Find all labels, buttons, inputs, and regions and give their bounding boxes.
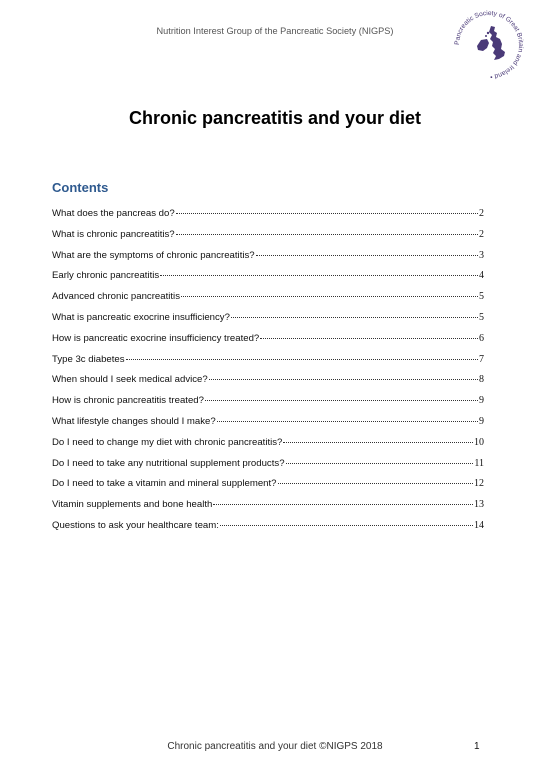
toc-entry[interactable] [52, 229, 484, 250]
toc-entry-page: 3 [479, 249, 484, 261]
table-of-contents [52, 208, 484, 541]
toc-dot-leader [209, 379, 478, 380]
toc-entry-page: 11 [474, 457, 484, 469]
toc-entry-page: 2 [479, 228, 484, 240]
toc-entry-page: 5 [479, 291, 484, 303]
toc-entry-page: 4 [479, 270, 484, 282]
toc-dot-leader [160, 275, 478, 276]
toc-dot-leader [278, 483, 473, 484]
toc-dot-leader [213, 504, 473, 505]
toc-entry[interactable] [52, 270, 484, 291]
contents-heading: Contents [52, 180, 109, 195]
toc-entry[interactable] [52, 333, 484, 354]
toc-entry-label: Vitamin supplements and bone health [52, 499, 213, 511]
toc-dot-leader [256, 255, 478, 256]
toc-dot-leader [181, 296, 478, 297]
toc-dot-leader [176, 213, 478, 214]
toc-dot-leader [283, 442, 473, 443]
toc-entry[interactable] [52, 395, 484, 416]
toc-entry[interactable] [52, 312, 484, 333]
toc-entry-page: 5 [479, 311, 484, 323]
toc-entry-page: 9 [479, 415, 484, 427]
toc-entry-page: 14 [474, 519, 484, 531]
footer-page-number: 1 [474, 741, 480, 752]
toc-entry[interactable] [52, 437, 484, 458]
toc-entry-label: When should I seek medical advice? [52, 374, 208, 386]
toc-entry[interactable] [52, 478, 484, 499]
toc-entry[interactable] [52, 291, 484, 312]
toc-entry-page: 12 [474, 478, 484, 490]
toc-entry-label: Do I need to change my diet with chronic pancreatitis? [52, 436, 283, 448]
toc-entry[interactable] [52, 416, 484, 437]
toc-entry-label: Advanced chronic pancreatitis [52, 291, 180, 303]
toc-entry[interactable] [52, 250, 484, 271]
toc-entry[interactable] [52, 354, 484, 375]
toc-dot-leader [126, 359, 478, 360]
toc-entry-label: Do I need to take a vitamin and mineral supplement? [52, 478, 277, 490]
toc-dot-leader [220, 525, 473, 526]
toc-entry-label: Questions to ask your healthcare team: [52, 519, 219, 531]
logo-ring-text: Pancreatic Society of Great Britain and Ireland • [453, 9, 525, 80]
header-organization: Nutrition Interest Group of the Pancreatic Society (NIGPS) [156, 26, 394, 36]
toc-entry-label: What is pancreatic exocrine insufficiency? [52, 311, 230, 323]
toc-dot-leader [205, 400, 478, 401]
toc-dot-leader [231, 317, 478, 318]
toc-entry[interactable] [52, 520, 484, 541]
toc-entry[interactable] [52, 458, 484, 479]
toc-entry-page: 7 [479, 353, 484, 365]
toc-entry[interactable] [52, 208, 484, 229]
toc-entry-page: 6 [479, 332, 484, 344]
toc-entry-label: What does the pancreas do? [52, 208, 175, 219]
toc-entry-page: 2 [479, 208, 484, 219]
toc-entry-page: 9 [479, 395, 484, 407]
toc-dot-leader [260, 338, 478, 339]
toc-dot-leader [286, 463, 474, 464]
toc-entry[interactable] [52, 499, 484, 520]
toc-entry-page: 10 [474, 436, 484, 448]
toc-entry-page: 13 [474, 499, 484, 511]
document-title: Chronic pancreatitis and your diet [128, 108, 422, 128]
toc-entry-label: How is pancreatic exocrine insufficiency treated? [52, 332, 260, 344]
toc-entry-label: Type 3c diabetes [52, 353, 125, 365]
british-isles-map-icon [477, 26, 505, 60]
toc-entry-label: Early chronic pancreatitis [52, 270, 160, 282]
toc-entry-label: How is chronic pancreatitis treated? [52, 395, 204, 407]
footer-text: Chronic pancreatitis and your diet ©NIGPS 2018 [167, 741, 383, 752]
toc-entry[interactable] [52, 374, 484, 395]
toc-entry-label: Do I need to take any nutritional supplement products? [52, 457, 285, 469]
toc-dot-leader [176, 234, 478, 235]
toc-entry-page: 8 [479, 374, 484, 386]
toc-entry-label: What lifestyle changes should I make? [52, 415, 216, 427]
toc-entry-label: What is chronic pancreatitis? [52, 228, 175, 240]
toc-entry-label: What are the symptoms of chronic pancreatitis? [52, 249, 255, 261]
toc-dot-leader [217, 421, 478, 422]
pancreatic-society-logo [450, 6, 528, 84]
